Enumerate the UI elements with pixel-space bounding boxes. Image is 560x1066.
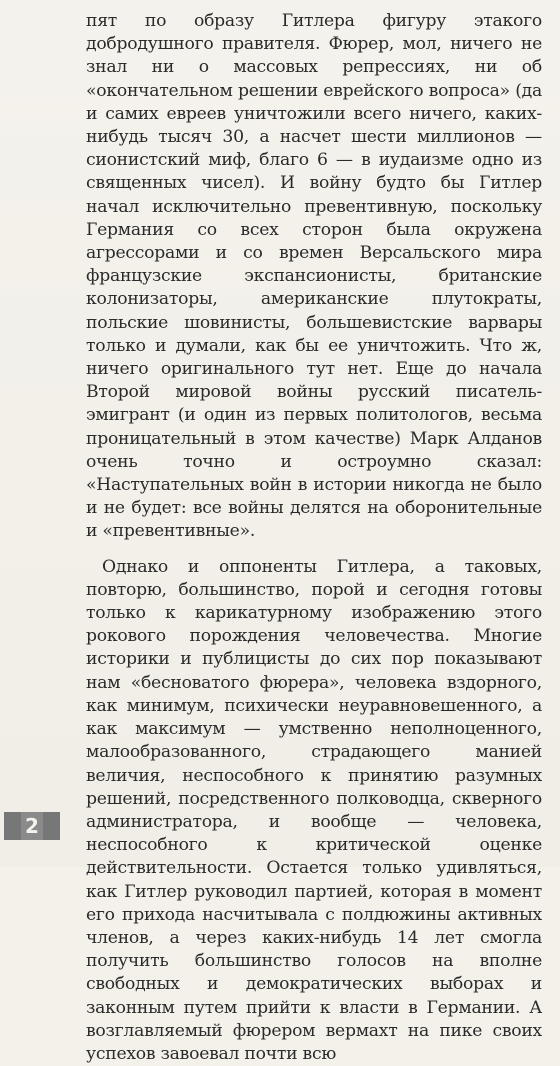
- paragraph-1: пят по образу Гитлера фигуру этакого добродушного правителя. Фюрер, мол, ничего не знал ни о массовых репрессиях, ни об «окончательном решении еврейского вопроса» (да и самих евреев уничтожили всего ничего, каких-нибудь тысяч 30, а насчет шести миллионов — сионистский миф, благо 6 — в иудаизме одно из священных чисел). И войну будто бы Гитлер начал исключительно превентивную, поскольку Германия со всех сторон была окружена агрессорами и со времен Версальского мира французские экспансионисты, британские колонизаторы, американские плутократы, польские шовинисты, большевистские варвары только и думали, как бы ее уничтожить. Что ж, ничего оригинального тут нет. Еще до начала Второй мировой войны русский писатель-эмигрант (и один из первых политологов, весьма проницательный в этом качестве) Марк Алданов очень точно и остроумно сказал: «Наступательных войн в истории никогда не было и не будет: все войны делятся на оборонительные и «превентивные».: [86, 11, 542, 542]
- paragraph-2: Однако и оппоненты Гитлера, а таковых, повторю, большинство, порой и сегодня готовы только к карикатурному изображению этого рокового порождения человечества. Многие историки и публицисты до сих пор показывают нам «бесноватого фюрера», человека вздорного, как минимум, психически неуравновешенного, а как максимум — умственно неполноценного, малообразованного, страдающего манией величия, неспособного к принятию разумных решений, посредственного полководца, скверного администратора, и вообще — человека, неспособного к критической оценке действительности. Остается только удивляться, как Гитлер руководил партией, которая в момент его прихода насчитывала с полдюжины активных членов, а через каких-нибудь 14 лет смогла получить большинство голосов на вполне свободных и демократических выборах и законным путем прийти к власти в Германии. А возглавляемый фюрером вермахт на пике своих успехов завоевал почти всю: [86, 556, 542, 1064]
- body-text: [86, 10, 542, 1066]
- page-number-badge: [4, 812, 60, 840]
- page-number: 2: [21, 812, 43, 840]
